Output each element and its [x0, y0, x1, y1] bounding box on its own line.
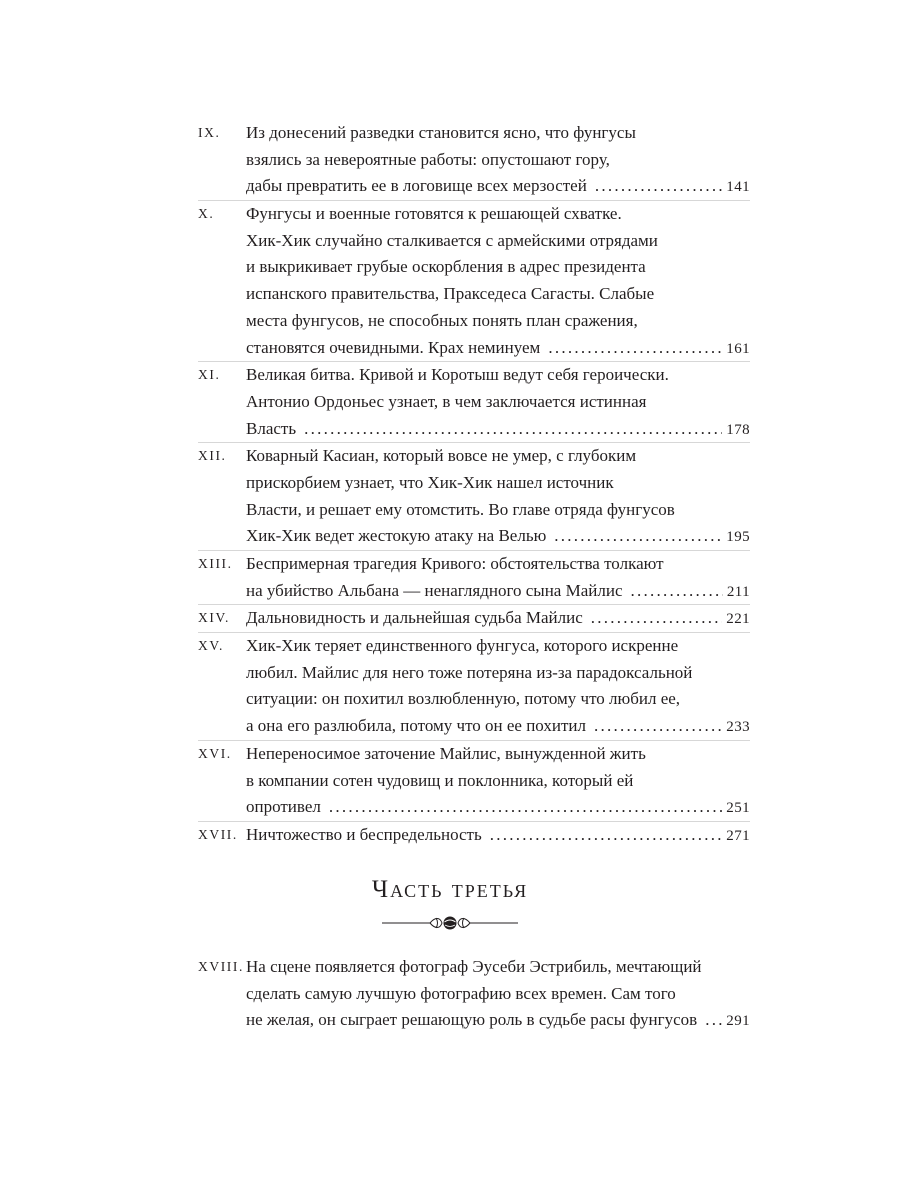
entry-last-line [246, 605, 750, 632]
entry-last-line [246, 173, 750, 200]
entry-line: а она его разлюбила, потому что он ее похитил [246, 716, 586, 736]
entry-line: Коварный Касиан, который вовсе не умер, с глубоким [246, 446, 637, 466]
entry-line: Хик-Хик случайно сталкивается с армейскими отрядами [246, 230, 658, 250]
entry-last-line [246, 416, 750, 443]
entry-line: взялись за невероятные работы: опустошают гору, [246, 149, 610, 169]
toc-list [198, 120, 750, 849]
toc-entry [198, 632, 750, 740]
entry-line: Фунгусы и военные готовятся к решающей схватке. [246, 204, 622, 224]
entry-line: места фунгусов, не способных понять план сражения, [246, 310, 638, 330]
entry-last-line [246, 822, 750, 849]
entry-line: и выкрикивает грубые оскорбления в адрес президента [246, 257, 646, 277]
entry-last-line [246, 794, 750, 821]
dot-leader [705, 1007, 722, 1034]
dot-leader [595, 173, 722, 200]
toc-entry [198, 361, 750, 442]
page-number: 195 [726, 529, 750, 546]
entry-last-line [246, 713, 750, 740]
page-number: 221 [726, 611, 750, 628]
dot-leader [594, 713, 722, 740]
dot-leader [554, 523, 722, 550]
page-number: 178 [726, 421, 750, 438]
entry-line: Великая битва. Кривой и Коротыш ведут себя героически. [246, 365, 669, 385]
entry-line: Ничтожество и беспредельность [246, 824, 482, 844]
entry-line: Хик-Хик теряет единственного фунгуса, которого искренне [246, 636, 679, 656]
dot-leader [631, 578, 723, 605]
dot-leader [329, 794, 722, 821]
entry-line: Хик-Хик ведет жестокую атаку на Велью [246, 526, 547, 546]
entry-line: Из донесений разведки становится ясно, что фунгусы [246, 123, 636, 142]
page-number: 141 [726, 179, 750, 196]
chapter-numeral: XI. [198, 367, 221, 383]
part-title: Часть третья [371, 876, 529, 903]
entry-line: Антонио Ордоньес узнает, в чем заключается истинная [246, 391, 647, 411]
entry-last-line [246, 523, 750, 550]
dot-leader [304, 416, 722, 443]
dot-leader [490, 822, 723, 849]
page-number: 211 [726, 583, 750, 600]
page-number: 233 [726, 719, 750, 736]
entry-last-line [246, 1007, 750, 1034]
entry-line: не желая, он сыграет решающую роль в судьбе расы фунгусов [246, 1010, 698, 1030]
dot-leader [548, 335, 722, 362]
entry-line: любил. Майлис для него тоже потеряна из-за парадоксальной [246, 662, 693, 682]
chapter-numeral: XIII. [198, 556, 233, 571]
chapter-numeral: XVII. [198, 826, 238, 842]
toc-list [198, 954, 750, 1034]
chapter-numeral: XV. [198, 638, 224, 654]
toc-entry [198, 200, 750, 361]
entry-line: дабы превратить ее в логовище всех мерзостей [246, 176, 587, 196]
entry-line: в компании сотен чудовищ и поклонника, который ей [246, 770, 634, 790]
entry-line: Власти, и решает ему отомстить. Во главе отряда фунгусов [246, 499, 675, 519]
entry-line: на убийство Альбана — ненаглядного сына Майлис [246, 580, 623, 600]
entry-line: Дальновидность и дальнейшая судьба Майлис [246, 608, 583, 628]
dot-leader [591, 605, 723, 632]
entry-line: ситуации: он похитил возлюбленную, потому что любил ее, [246, 689, 681, 709]
entry-line: испанского правительства, Пракседеса Сагасты. Слабые [246, 284, 655, 304]
entry-line: прискорбием узнает, что Хик-Хик нашел источник [246, 472, 614, 492]
entry-line: сделать самую лучшую фотографию всех времен. Сам того [246, 983, 676, 1003]
toc-entry [198, 821, 750, 849]
chapter-numeral: XVI. [198, 745, 232, 761]
page-number: 161 [726, 340, 750, 357]
toc-entry [198, 954, 750, 1034]
entry-last-line [246, 578, 750, 605]
entry-line: На сцене появляется фотограф Эусеби Эстрибиль, мечтающий [246, 957, 702, 976]
chapter-numeral: IX. [198, 125, 221, 140]
toc-entry [198, 442, 750, 550]
toc-entry [198, 604, 750, 632]
ornament-divider-icon [380, 912, 520, 934]
entry-last-line [246, 335, 750, 362]
entry-line: Непереносимое заточение Майлис, вынужденной жить [246, 743, 646, 763]
page-number: 271 [726, 827, 750, 844]
chapter-numeral: XIV. [198, 610, 231, 626]
chapter-numeral: XII. [198, 448, 227, 464]
entry-line: Власть [246, 418, 297, 438]
page-number: 251 [726, 800, 750, 817]
toc-entry [198, 740, 750, 821]
toc-entry [198, 120, 750, 200]
entry-line: Беспримерная трагедия Кривого: обстоятельства толкают [246, 554, 664, 573]
page-number: 291 [726, 1013, 750, 1030]
entry-line: опротивел [246, 797, 321, 817]
entry-line: становятся очевидными. Крах неминуем [246, 337, 541, 357]
chapter-numeral: X. [198, 206, 215, 222]
toc-entry [198, 550, 750, 604]
chapter-numeral: XVIII. [198, 959, 244, 974]
